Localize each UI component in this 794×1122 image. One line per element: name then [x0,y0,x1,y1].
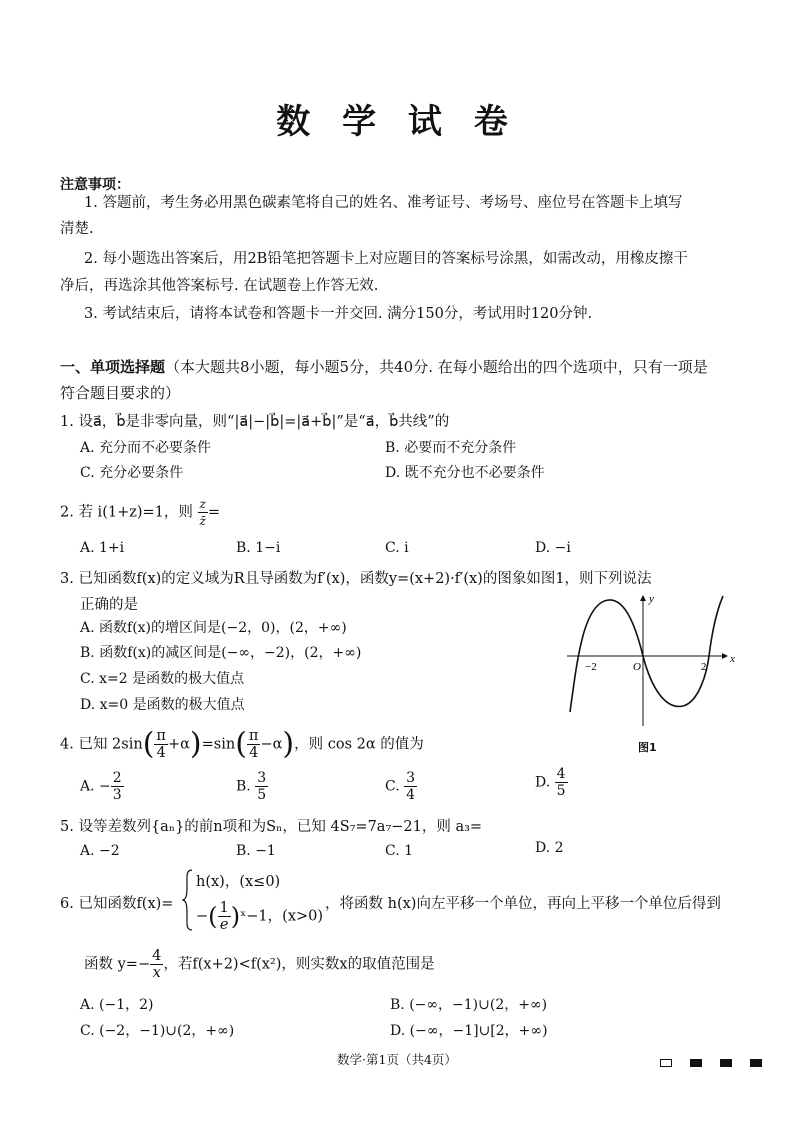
tick-label-neg2: −2 [585,661,597,673]
question-2-den: z̄ [199,514,206,528]
question-3-option-c: C. x=2 是函数的极大值点 [80,671,245,687]
question-6-option-b: B. (−∞，−1)∪(2，+∞) [390,997,548,1013]
question-6-option-d: D. (−∞，−1]∪[2，+∞) [390,1023,548,1039]
q4-d-label: D. [535,774,551,791]
q6-case2-post: ˣ−1，(x>0) [240,908,324,925]
figure-1-graph [565,592,735,732]
q6-case2-minus: − [196,908,209,925]
q4-a-label: A. − [80,778,111,795]
q4-c-label: C. [385,778,400,795]
question-6-stem-pre: 6. 已知函数f(x)= [60,896,174,912]
question-6-case-2 [196,900,323,933]
q4-d-frac [555,766,568,799]
section-heading-line [60,356,708,377]
question-4-option-c [385,770,417,803]
q4-c-num: 3 [406,770,416,786]
q4-a-num: 2 [112,770,122,786]
alignment-marks [660,1052,780,1071]
q6-paren-close: ) [230,902,241,931]
question-2-fraction [198,496,208,529]
q4-paren-close: ) [189,726,202,762]
q4-b-num: 3 [257,770,267,786]
q4-d-den: 5 [556,783,566,799]
question-1-stem: 1. 设a⃗，b⃗是非零向量，则“|a⃗|−|b⃗|=|a⃗+b⃗|”是“a⃗，b⃗共线”的 [60,414,450,430]
question-2-option-a: A. 1+i [80,540,125,556]
q6-line2-frac [150,948,163,981]
notice-item-2: 2. 每小题选出答案后，用2B铅笔把答题卡上对应题目的答案标号涂黑，如需改动，用橡皮擦干 [84,251,688,267]
function-curve [570,596,723,712]
q4-paren-close-2: ) [282,726,295,762]
q4-a-den: 3 [112,787,122,803]
notice-heading: 注意事项： [60,177,130,193]
q4-c-frac [404,770,417,803]
alignment-mark-icon [720,1059,732,1067]
q6-case2-num: 1 [219,900,229,916]
q6-line2-den: x [152,965,161,981]
question-3-option-b: B. 函数f(x)的减区间是(−∞，−2)，(2，+∞) [80,645,362,661]
q6-case2-den: e [219,917,229,933]
question-2-option-d: D. −i [535,540,571,556]
question-6-stem-post: ，将函数 h(x)向左平移一个单位，再向上平移一个单位后得到 [325,896,721,912]
q4-frac-1 [154,728,168,761]
q4-text-b: ，则 cos 2α 的值为 [294,736,424,753]
question-6-option-a: A. (−1，2) [80,997,154,1013]
q4-text-a: 4. 已知 2sin [60,736,143,753]
question-2-option-b: B. 1−i [236,540,281,556]
q4-paren-open: ( [142,726,155,762]
notice-item-3: 3. 考试结束后，请将本试卷和答题卡一并交回. 满分150分，考试用时120分钟. [84,306,593,322]
x-axis-label: x [730,653,735,665]
question-6-line-2 [84,948,435,981]
left-brace-icon [182,868,194,932]
q4-paren-open-2: ( [235,726,247,762]
q6-line2-pre: 函数 y=− [84,956,151,973]
question-2-num: z [199,497,206,511]
q4-plus-alpha: +α [167,736,190,753]
q4-d-num: 4 [556,766,566,782]
q4-b-den: 5 [257,787,267,803]
tick-label-2: 2 [701,661,707,673]
question-3-stem: 3. 已知函数f(x)的定义域为R且导函数为f′(x)，函数y=(x+2)·f′(x)的图象如图1，则下列说法 [60,571,652,587]
page-footer: 数学·第1页（共4页） [337,1052,457,1067]
alignment-mark-icon [750,1059,762,1067]
q4-minus-alpha: −α [260,736,283,753]
q6-paren-open: ( [208,902,218,931]
section-heading: 一、单项选择题 [60,358,166,376]
question-5-option-a: A. −2 [80,843,120,859]
q4-frac-2 [247,728,261,761]
notice-item-1: 1. 答题前，考生务必用黑色碳素笔将自己的姓名、准考证号、考场号、座位号在答题卡上填写 [84,195,683,211]
question-5-option-b: B. −1 [236,843,276,859]
question-2-option-c: C. i [385,540,409,556]
question-4-option-a [80,770,124,803]
section-desc: （本大题共8小题，每小题5分，共40分. 在每小题给出的四个选项中，只有一项是 [165,358,708,376]
section-desc-cont: 符合题目要求的） [60,384,181,402]
question-4-option-d [535,766,568,799]
page-title: 数 学 试 卷 [276,102,518,142]
q4-a-frac [111,770,124,803]
figure-1-caption: 图1 [638,741,657,754]
question-4-stem [60,728,424,761]
question-6-case-1: h(x)，(x≤0) [196,874,281,890]
question-1-option-c: C. 充分必要条件 [80,465,184,481]
q4-pi-2: π [248,728,259,744]
origin-label: O [633,661,641,673]
question-1-option-b: B. 必要而不充分条件 [385,440,517,456]
question-5-option-c: C. 1 [385,843,414,859]
q6-case2-frac [218,900,231,933]
question-2-stem [60,496,220,529]
question-4-option-b [236,770,268,803]
q4-four-1: 4 [156,745,166,761]
question-5-stem: 5. 设等差数列{aₙ}的前n项和为Sₙ，已知 4S₇=7a₇−21，则 a₃= [60,819,483,835]
y-axis-label: y [649,593,654,605]
q4-four-2: 4 [249,745,259,761]
q4-c-den: 4 [406,787,416,803]
q6-line2-num: 4 [152,948,162,964]
alignment-mark-icon [690,1059,702,1067]
q4-pi-1: π [156,728,166,744]
question-5-option-d: D. 2 [535,840,564,856]
question-3-option-a: A. 函数f(x)的增区间是(−2，0)，(2，+∞) [80,620,347,636]
question-2-eq: = [207,504,220,521]
q6-line2-post: ，若f(x+2)<f(x²)，则实数x的取值范围是 [163,956,435,973]
question-1-option-a: A. 充分而不必要条件 [80,440,212,456]
question-3-option-d: D. x=0 是函数的极大值点 [80,697,245,713]
question-2-stem-text: 2. 若 i(1+z)=1，则 [60,504,193,521]
alignment-mark-empty-icon [660,1059,672,1067]
q4-eq-sin: =sin [201,736,236,753]
notice-item-1-cont: 清楚. [60,221,94,237]
q4-b-label: B. [236,778,251,795]
q4-b-frac [255,770,268,803]
question-1-option-d: D. 既不充分也不必要条件 [385,465,545,481]
question-3-stem-cont: 正确的是 [80,597,138,613]
notice-item-2-cont: 净后，再选涂其他答案标号. 在试题卷上作答无效. [60,278,379,294]
question-6-option-c: C. (−2，−1)∪(2，+∞) [80,1023,235,1039]
